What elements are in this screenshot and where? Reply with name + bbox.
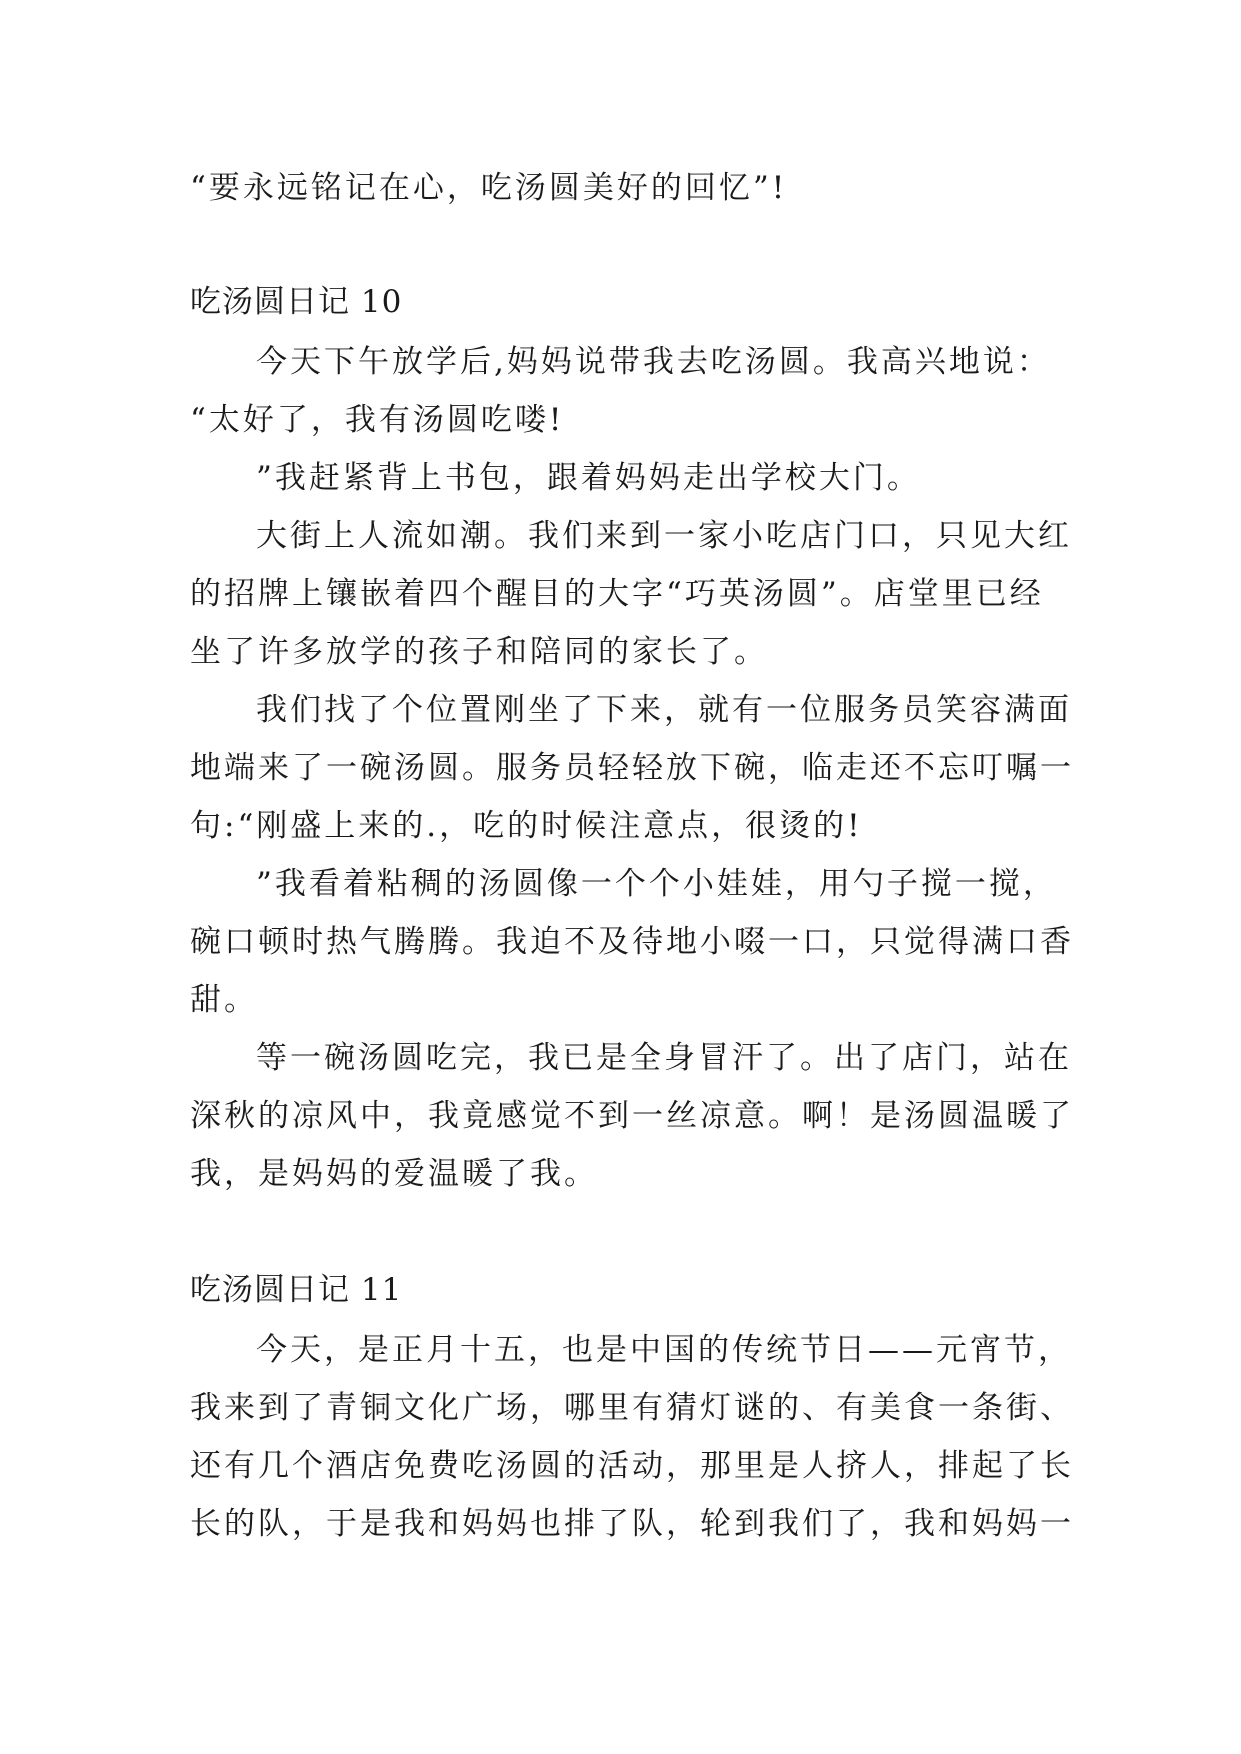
closing-quote-line: “要永远铭记在心，吃汤圆美好的回忆”! — [190, 170, 788, 206]
paragraph-line: 句:“刚盛上来的.，吃的时候注意点，很烫的! — [190, 808, 863, 844]
diary-heading-10: 吃汤圆日记 10 — [190, 284, 403, 320]
paragraph-line: 我来到了青铜文化广场，哪里有猜灯谜的、有美食一条街、 — [190, 1390, 1074, 1426]
paragraph-line: 我们找了个位置刚坐了下来，就有一位服务员笑容满面 — [256, 692, 1072, 728]
paragraph-line: 地端来了一碗汤圆。服务员轻轻放下碗，临走还不忘叮嘱一 — [190, 750, 1074, 786]
paragraph-line: 坐了许多放学的孩子和陪同的家长了。 — [190, 634, 768, 670]
paragraph-line: “太好了，我有汤圆吃喽! — [190, 402, 565, 438]
paragraph-line: 今天下午放学后,妈妈说带我去吃汤圆。我高兴地说： — [256, 344, 1051, 380]
paragraph-line: 的招牌上镶嵌着四个醒目的大字“巧英汤圆”。店堂里已经 — [190, 576, 1044, 612]
paragraph-line: ”我看着粘稠的汤圆像一个个小娃娃，用勺子搅一搅， — [256, 866, 1057, 902]
paragraph-line: ”我赶紧背上书包，跟着妈妈走出学校大门。 — [256, 460, 921, 496]
paragraph-line: 我，是妈妈的爱温暖了我。 — [190, 1156, 598, 1192]
paragraph-line: 甜。 — [190, 982, 258, 1018]
paragraph-line: 今天，是正月十五，也是中国的传统节日——元宵节， — [256, 1332, 1072, 1368]
paragraph-line: 碗口顿时热气腾腾。我迫不及待地小啜一口，只觉得满口香 — [190, 924, 1074, 960]
paragraph-line: 等一碗汤圆吃完，我已是全身冒汗了。出了店门，站在 — [256, 1040, 1072, 1076]
paragraph-line: 还有几个酒店免费吃汤圆的活动，那里是人挤人，排起了长 — [190, 1448, 1074, 1484]
diary-heading-11: 吃汤圆日记 11 — [190, 1272, 403, 1308]
paragraph-line: 大街上人流如潮。我们来到一家小吃店门口，只见大红 — [256, 518, 1072, 554]
paragraph-line: 深秋的凉风中，我竟感觉不到一丝凉意。啊！是汤圆温暖了 — [190, 1098, 1074, 1134]
paragraph-line: 长的队，于是我和妈妈也排了队，轮到我们了，我和妈妈一 — [190, 1506, 1074, 1542]
